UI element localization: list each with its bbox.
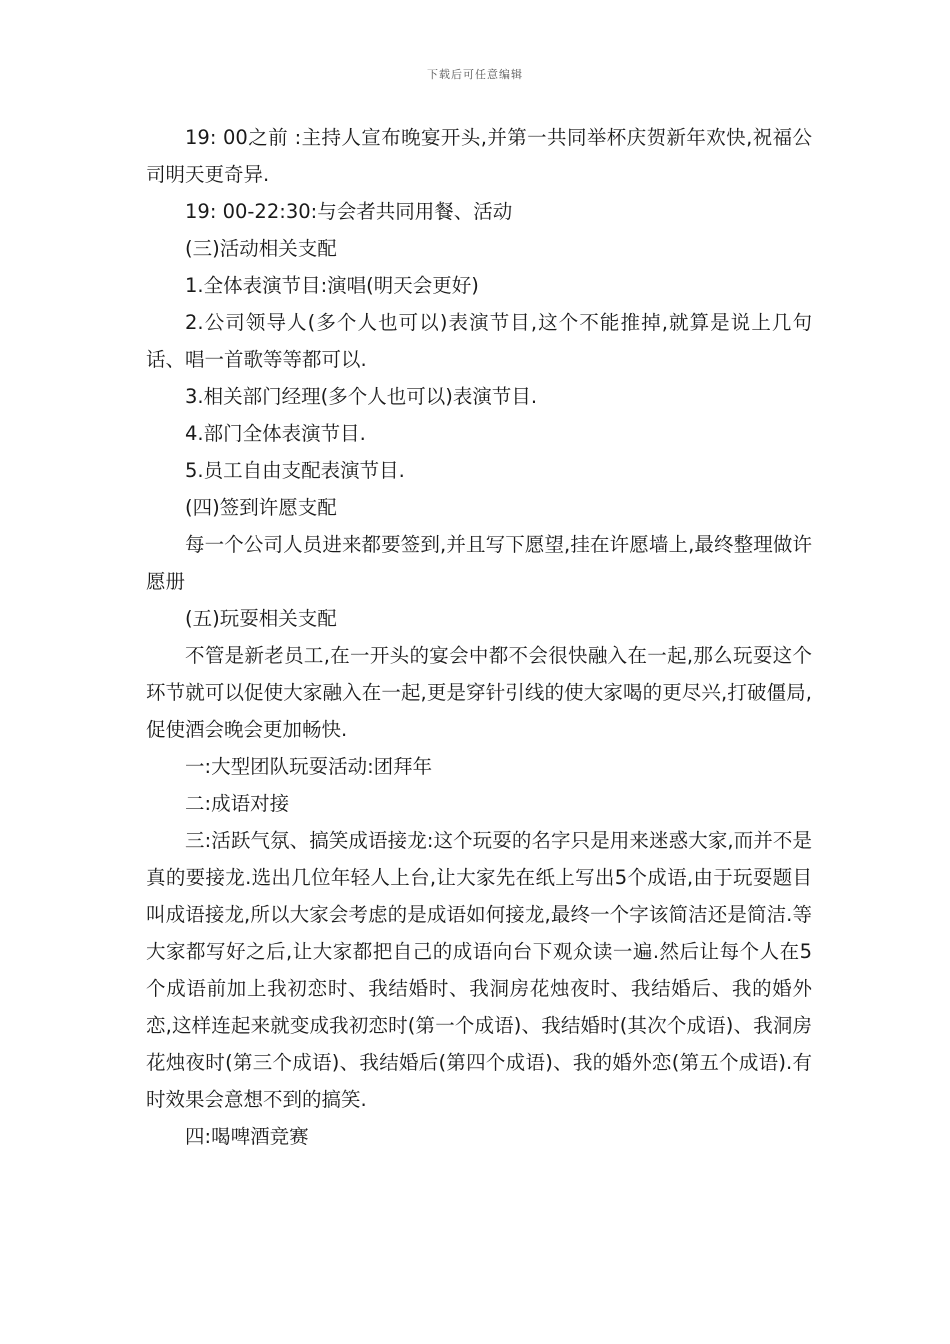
list-item: 2.公司领导人(多个人也可以)表演节目,这个不能推掉,就算是说上几句话、唱一首歌等等都可以. [146, 311, 812, 371]
document-body [146, 119, 812, 1155]
paragraph-schedule-dinner: 19: 00-22:30:与会者共同用餐、活动 [185, 200, 513, 223]
list-item: 三:活跃气氛、搞笑成语接龙:这个玩耍的名字只是用来迷惑大家,而并不是真的要接龙.选出几位年轻人上台,让大家先在纸上写出5个成语,由于玩耍题目叫成语接龙,所以大家会考虑的是成语如何接龙,最终一个字该简洁还是简洁.等大家都写好之后,让大家都把自己的成语向台下观众读一遍.然后让每个人在5个成语前加上我初恋时、我结婚时、我洞房花烛夜时、我结婚后、我的婚外恋,这样连起来就变成我初恋时(第一个成语)、我结婚时(其次个成语)、我洞房花烛夜时(第三个成语)、我结婚后(第四个成语)、我的婚外恋(第五个成语).有时效果会意想不到的搞笑. [146, 829, 812, 1111]
section-heading-games: (五)玩耍相关支配 [185, 607, 337, 630]
list-item: 二:成语对接 [185, 792, 290, 815]
paragraph-signin: 每一个公司人员进来都要签到,并且写下愿望,挂在许愿墙上,最终整理做许愿册 [146, 533, 812, 593]
section-heading-activities: (三)活动相关支配 [185, 237, 337, 260]
page-header: 下载后可任意编辑 [427, 68, 523, 81]
list-item: 四:喝啤酒竞赛 [185, 1125, 309, 1148]
list-item: 1.全体表演节目:演唱(明天会更好) [185, 274, 479, 297]
section-heading-signin: (四)签到许愿支配 [185, 496, 337, 519]
list-item: 5.员工自由支配表演节目. [185, 459, 405, 482]
list-item: 4.部门全体表演节目. [185, 422, 366, 445]
list-item: 3.相关部门经理(多个人也可以)表演节目. [185, 385, 538, 408]
list-item: 一:大型团队玩耍活动:团拜年 [185, 755, 433, 778]
paragraph-schedule-opening: 19: 00之前 :主持人宣布晚宴开头,并第一共同举杯庆贺新年欢快,祝福公司明天更奇异. [146, 126, 812, 186]
paragraph-games-intro: 不管是新老员工,在一开头的宴会中都不会很快融入在一起,那么玩耍这个环节就可以促使大家融入在一起,更是穿针引线的使大家喝的更尽兴,打破僵局,促使酒会晚会更加畅快. [146, 644, 812, 741]
